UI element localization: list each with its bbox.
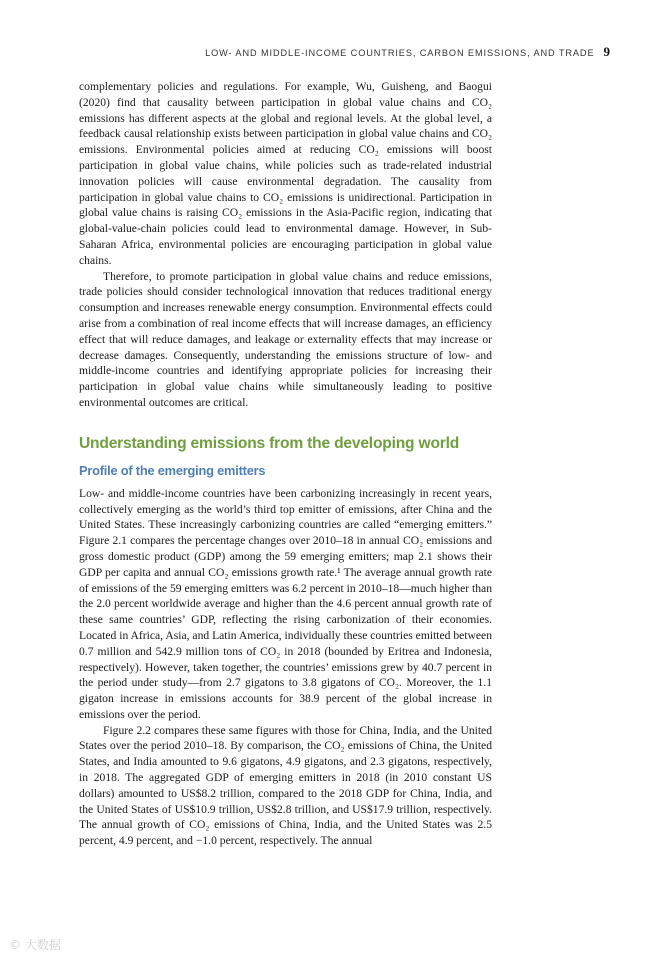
section-heading: Understanding emissions from the developing world <box>79 434 460 452</box>
page-number: 9 <box>603 44 610 59</box>
running-title: LOW- AND MIDDLE-INCOME COUNTRIES, CARBON EMISSIONS, AND TRADE <box>205 48 595 58</box>
paragraph-figure-comparison: Figure 2.2 compares these same figures with those for China, India, and the United States over the period 2010–18. By comparison, the CO₂ emissions of China, the United States, and India amounted to 9.6 gigatons, 4.9 gigatons, and 2.3 gigatons, respectively, in 2018. The aggregated GDP of emerging emitters in 2018 (in 2010 constant US dollars) amounted to US$8.2 trillion, compared to the 2018 GDP for China, India, and the United States of US$10.9 trillion, US$2.8 trillion, and US$17.9 trillion, respectively. The annual growth of CO₂ emissions of China, India, and the United States was 2.5 percent, 4.9 percent, and −1.0 percent, respectively. The annual <box>79 723 492 848</box>
subsection-heading: Profile of the emerging emitters <box>79 462 266 478</box>
paragraph-policies: complementary policies and regulations. For example, Wu, Guisheng, and Baogui (2020) find that causality between participation in global value chains and CO₂ emissions has different aspects at the global and regional levels. At the global level, a feedback causal relationship exists between participation in global value chains and CO₂ emissions. Environmental policies aimed at reducing CO₂ emissions will boost participation in global value chains, while policies such as trade-related industrial innovation policies will cause environmental degradation. The causality from participation in global value chains to CO₂ emissions is unidirectional. Participation in global value chains is raising CO₂ emissions in the Asia-Pacific region, indicating that global-value-chain policies could lead to environmental damage. However, in Sub-Saharan Africa, environmental policies are encouraging participation in global value chains. <box>79 80 492 267</box>
running-header <box>0 44 610 60</box>
paragraph-emerging-emitters: Low- and middle-income countries have been carbonizing increasingly in recent years, collectively emerging as the world’s third top emitter of emissions, after China and the United States. These increasingly carbonizing countries are called “emerging emitters.” Figure 2.1 compares the percentage changes over 2010–18 in annual CO₂ emissions and gross domestic product (GDP) among the 59 emerging emitters; map 2.1 shows their GDP per capita and annual CO₂ emissions growth rate.¹ The average annual growth rate of emissions of the 59 emerging emitters was 6.2 percent in 2010–18—much higher than the 2.0 percent worldwide average and higher than the 4.6 percent annual growth rate of these same countries’ GDP, reflecting the rising carbonization of their economies. Located in Africa, Asia, and Latin America, individually these countries emitted between 0.7 million and 542.9 million tons of CO₂ in 2018 (bounded by Eritrea and Indonesia, respectively). However, taken together, the countries’ emissions grew by 40.7 percent in the period under study—from 2.7 gigatons to 3.8 gigatons of CO₂. Moreover, the 1.1 gigaton increase in emissions accounts for 38.9 percent of the global increase in emissions over the period. <box>79 486 492 721</box>
page-body <box>79 79 492 849</box>
watermark-logo: © 大数据 <box>9 938 61 952</box>
paragraph-trade-policies: Therefore, to promote participation in global value chains and reduce emissions, trade policies should consider technological innovation that reduces traditional energy consumption and increases renewable energy consumption. Environmental effects could arise from a combination of real income effects that will increase damages, an efficiency effect that will reduce damages, and leakage or externality effects that may increase or decrease damages. Consequently, understanding the emissions structure of low- and middle-income countries and identifying appropriate policies for increasing their participation in global value chains while simultaneously leading to positive environmental outcomes are critical. <box>79 269 492 409</box>
